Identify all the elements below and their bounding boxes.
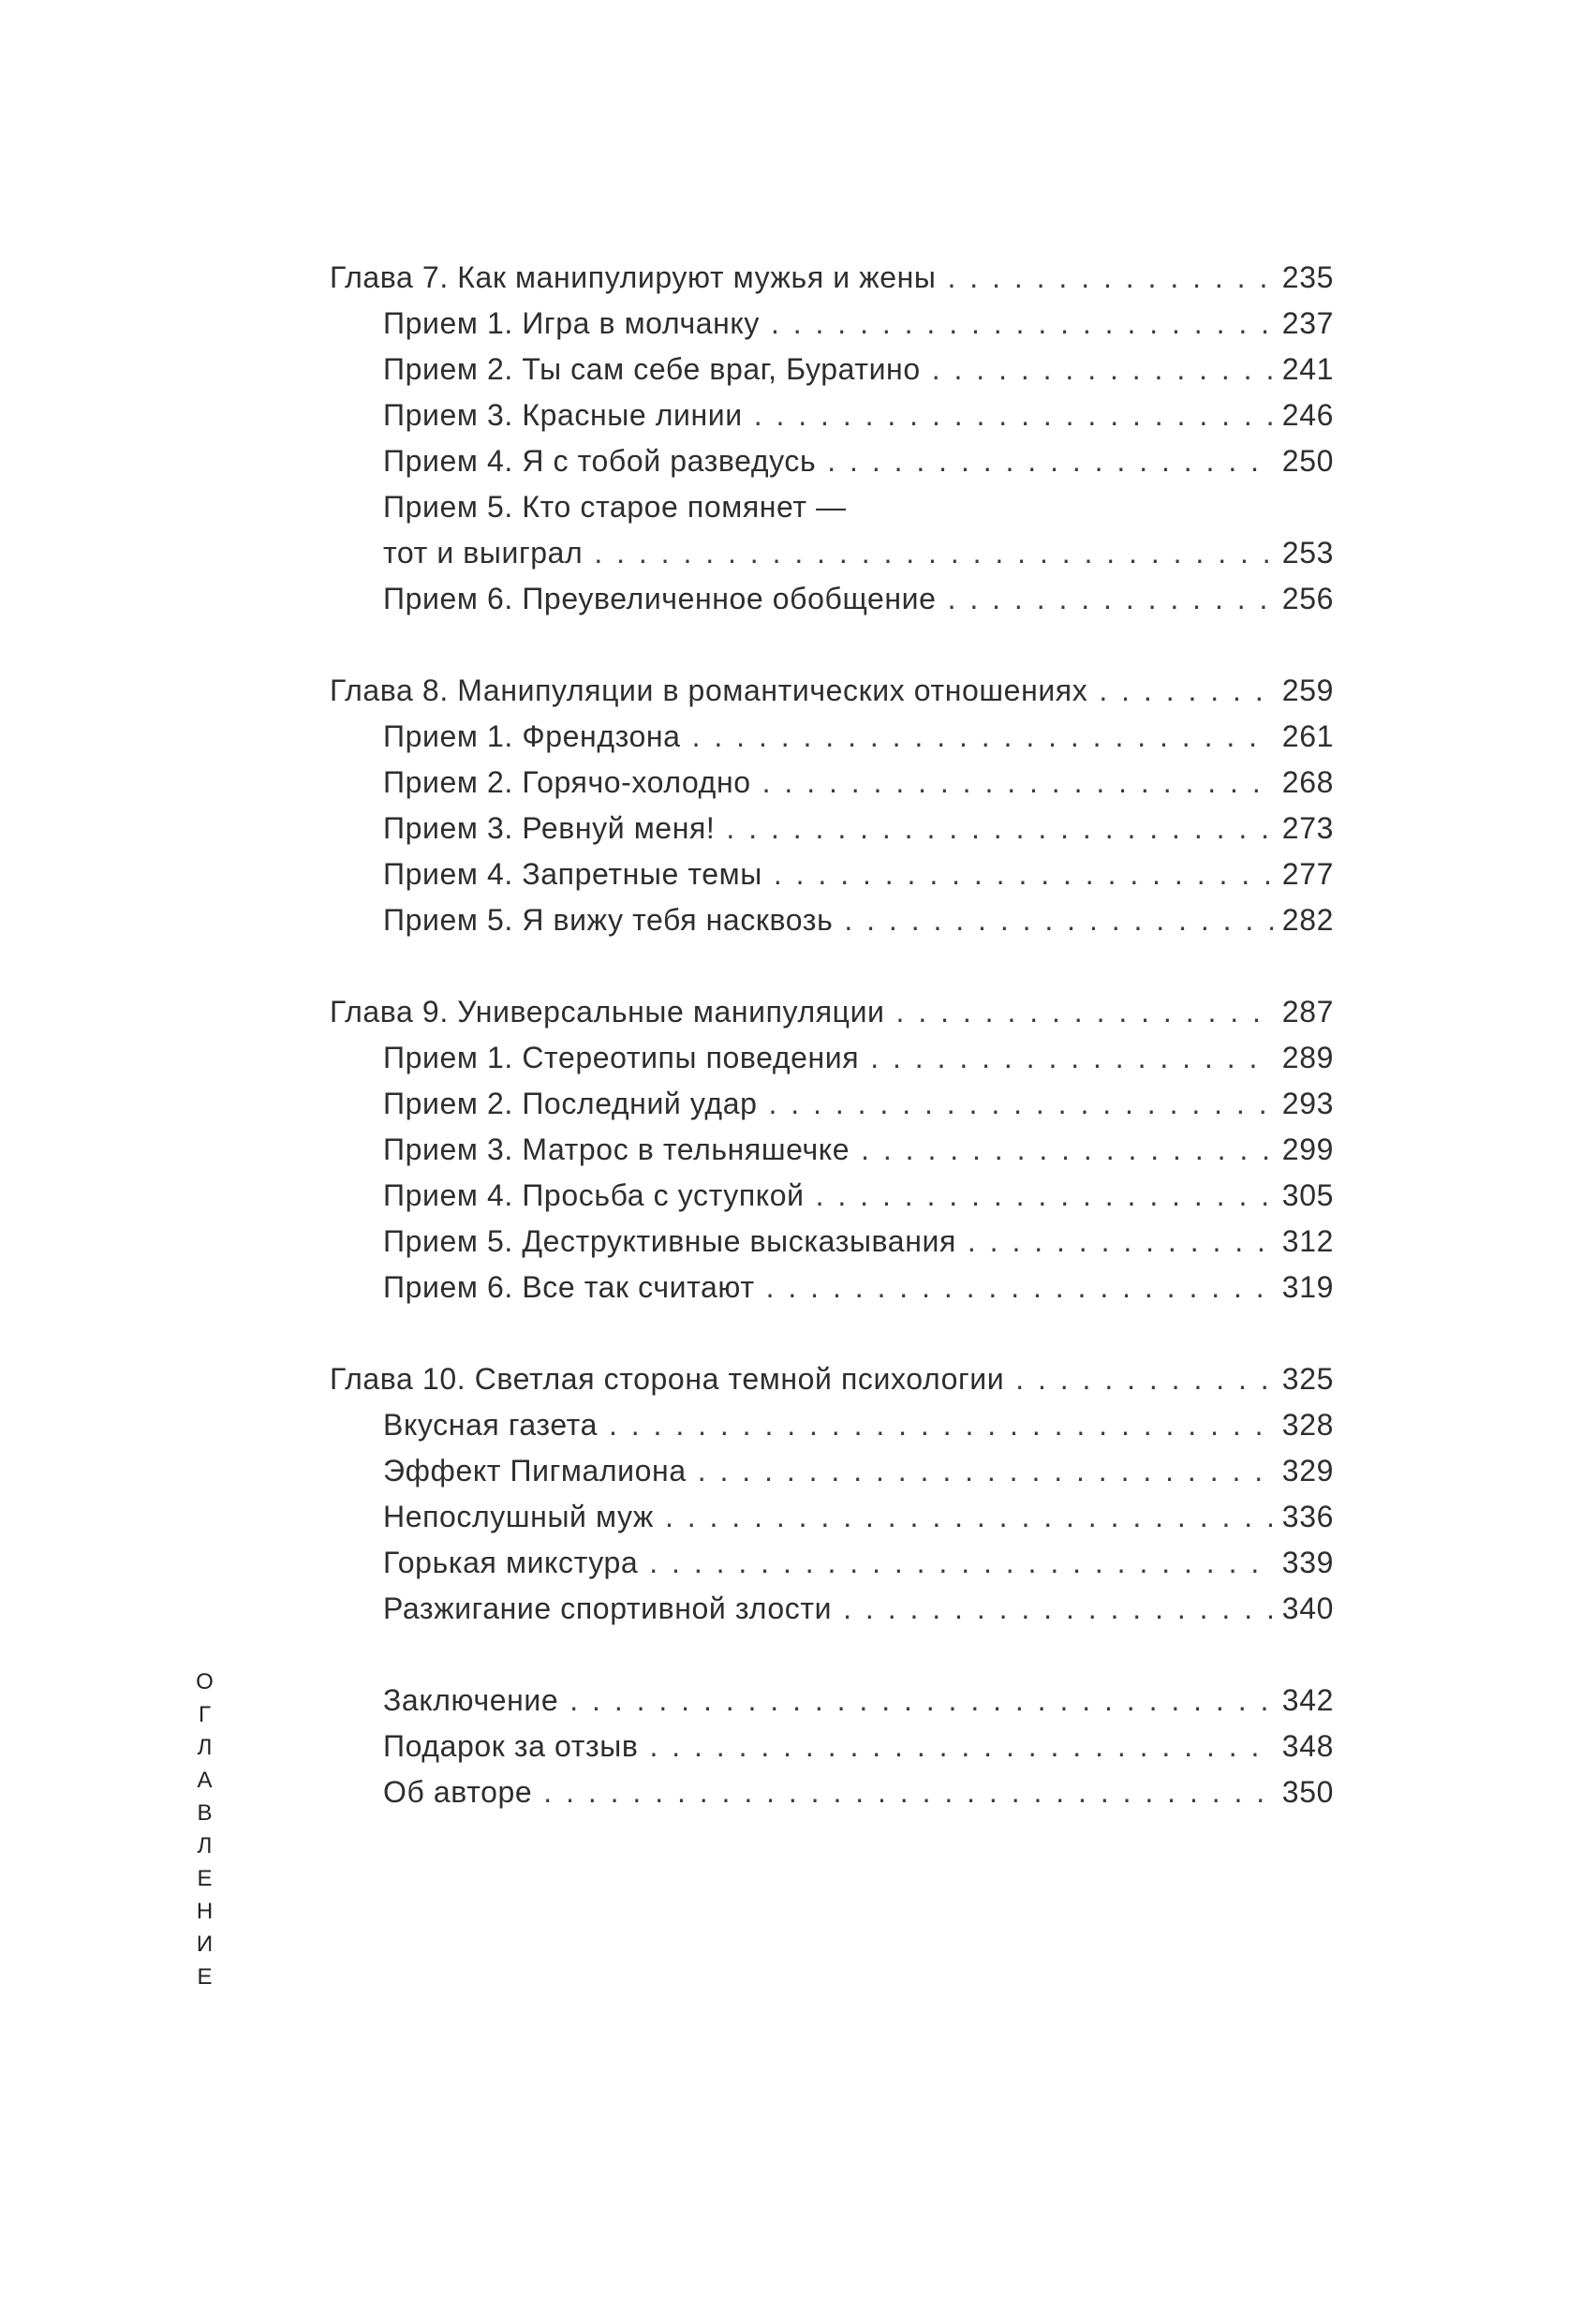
toc-entry-wrapped-line-1 [330, 484, 1334, 530]
toc-entry [330, 1724, 1334, 1769]
entry-page-number: 336 [1281, 1500, 1334, 1533]
entry-title: Подарок за отзыв [383, 1729, 639, 1763]
entry-page-number: 277 [1281, 857, 1334, 891]
entry-page-number: 328 [1281, 1408, 1334, 1442]
dot-leader [649, 1724, 1272, 1769]
dot-leader [609, 1402, 1273, 1448]
toc-entry [330, 1448, 1334, 1494]
dot-leader [698, 1448, 1273, 1494]
toc-entry [330, 1219, 1334, 1265]
entry-title: Непослушный муж [383, 1500, 654, 1533]
entry-title: Прием 6. Преувеличенное обобщение [383, 582, 937, 615]
entry-page-number: 299 [1281, 1132, 1334, 1166]
toc-section-chapter-10 [330, 1356, 1334, 1632]
entry-page-number: 305 [1281, 1178, 1334, 1212]
entry-page-number: 241 [1281, 352, 1334, 386]
chapter-title: Глава 9. Универсальные манипуляции [330, 995, 885, 1029]
entry-title: Прием 4. Просьба с уступкой [383, 1178, 805, 1212]
entry-title: Прием 3. Красные линии [383, 398, 743, 432]
toc-entry [330, 1035, 1334, 1081]
dot-leader [948, 255, 1273, 301]
toc-entry [330, 714, 1334, 760]
entry-page-number: 237 [1281, 306, 1334, 340]
toc-entry [330, 760, 1334, 806]
entry-page-number: 312 [1281, 1224, 1334, 1258]
dot-leader [827, 438, 1273, 484]
entry-page-number: 342 [1281, 1683, 1334, 1717]
toc-entry [330, 576, 1334, 622]
entry-page-number: 329 [1281, 1454, 1334, 1488]
toc-entry [330, 347, 1334, 392]
entry-title: Прием 3. Ревнуй меня! [383, 811, 716, 845]
chapter-title: Глава 10. Светлая сторона темной психологии [330, 1362, 1005, 1396]
dot-leader [844, 897, 1272, 943]
toc-section-chapter-7 [330, 255, 1334, 622]
entry-page-number: 268 [1281, 765, 1334, 799]
entry-page-number: 246 [1281, 398, 1334, 432]
dot-leader [762, 760, 1273, 806]
entry-page-number: 339 [1281, 1546, 1334, 1579]
entry-page-number: 282 [1281, 903, 1334, 937]
dot-leader [816, 1173, 1273, 1219]
entry-title: Разжигание спортивной злости [383, 1591, 833, 1625]
toc-entry [330, 1769, 1334, 1815]
vertical-section-label: ОГЛАВЛЕНИЕ [192, 1669, 217, 1997]
entry-page-number: 289 [1281, 1041, 1334, 1074]
chapter-title: Глава 7. Как манипулируют мужья и жены [330, 260, 937, 294]
dot-leader [771, 301, 1273, 347]
toc-entry [330, 806, 1334, 851]
entry-title: Горькая микстура [383, 1546, 639, 1579]
toc-section-chapter-8 [330, 668, 1334, 943]
entry-page-number: 350 [1281, 1775, 1334, 1809]
entry-title: Прием 5. Деструктивные высказывания [383, 1224, 956, 1258]
entry-page-number: 256 [1281, 582, 1334, 615]
dot-leader [870, 1035, 1273, 1081]
entry-page-number: 293 [1281, 1087, 1334, 1120]
toc-entry [330, 438, 1334, 484]
chapter-page-number: 235 [1281, 260, 1334, 294]
entry-title: Прием 1. Френдзона [383, 719, 681, 753]
toc-entry [330, 1127, 1334, 1173]
entry-page-number: 340 [1281, 1591, 1334, 1625]
entry-title: Прием 1. Игра в молчанку [383, 306, 760, 340]
dot-leader [1015, 1356, 1273, 1402]
entry-title: Прием 6. Все так считают [383, 1270, 755, 1304]
toc-chapter-entry [330, 668, 1334, 714]
entry-title: Прием 2. Горячо-холодно [383, 765, 751, 799]
toc-entry [330, 851, 1334, 897]
dot-leader [774, 851, 1273, 897]
dot-leader [843, 1586, 1273, 1632]
chapter-page-number: 325 [1281, 1362, 1334, 1396]
entry-page-number: 250 [1281, 444, 1334, 478]
dot-leader [861, 1127, 1273, 1173]
toc-chapter-entry [330, 1356, 1334, 1402]
toc-entry [330, 897, 1334, 943]
entry-title: Заключение [383, 1683, 559, 1717]
chapter-page-number: 259 [1281, 674, 1334, 707]
entry-title: Прием 2. Ты сам себе враг, Буратино [383, 352, 921, 386]
entry-title: Прием 3. Матрос в тельняшечке [383, 1132, 850, 1166]
entry-page-number: 261 [1281, 719, 1334, 753]
toc-chapter-entry [330, 989, 1334, 1035]
toc-entry [330, 1586, 1334, 1632]
table-of-contents [330, 255, 1334, 1815]
entry-title: Эффект Пигмалиона [383, 1454, 687, 1488]
entry-title: Прием 4. Запретные темы [383, 857, 762, 891]
toc-entry [330, 1402, 1334, 1448]
dot-leader [896, 989, 1273, 1035]
entry-title: тот и выиграл [383, 536, 584, 570]
dot-leader [543, 1769, 1273, 1815]
dot-leader [692, 714, 1273, 760]
chapter-page-number: 287 [1281, 995, 1334, 1029]
toc-entry-wrapped-line-2 [330, 530, 1334, 576]
dot-leader [766, 1265, 1273, 1310]
toc-entry [330, 301, 1334, 347]
entry-title: Прием 5. Я вижу тебя насквозь [383, 903, 834, 937]
entry-page-number: 319 [1281, 1270, 1334, 1304]
dot-leader [948, 576, 1273, 622]
dot-leader [594, 530, 1272, 576]
dot-leader [1099, 668, 1272, 714]
entry-title: Прием 2. Последний удар [383, 1087, 758, 1120]
dot-leader [932, 347, 1273, 392]
entry-title: Прием 5. Кто старое помянет — [383, 490, 847, 524]
dot-leader [569, 1678, 1273, 1724]
dot-leader [754, 392, 1273, 438]
entry-page-number: 253 [1281, 536, 1334, 570]
toc-entry [330, 1081, 1334, 1127]
dot-leader [649, 1540, 1273, 1586]
chapter-title: Глава 8. Манипуляции в романтических отношениях [330, 674, 1088, 707]
entry-title: Прием 1. Стереотипы поведения [383, 1041, 860, 1074]
entry-page-number: 348 [1281, 1729, 1334, 1763]
toc-closing-entries [330, 1678, 1334, 1815]
entry-title: Прием 4. Я с тобой разведусь [383, 444, 817, 478]
dot-leader [726, 806, 1272, 851]
toc-entry [330, 1494, 1334, 1540]
dot-leader [769, 1081, 1273, 1127]
entry-title: Вкусная газета [383, 1408, 598, 1442]
toc-chapter-entry [330, 255, 1334, 301]
toc-entry [330, 392, 1334, 438]
entry-page-number: 273 [1281, 811, 1334, 845]
toc-entry [330, 1678, 1334, 1724]
dot-leader [968, 1219, 1273, 1265]
toc-entry [330, 1265, 1334, 1310]
toc-section-chapter-9 [330, 989, 1334, 1310]
entry-title: Об авторе [383, 1775, 533, 1809]
toc-entry [330, 1173, 1334, 1219]
dot-leader [665, 1494, 1273, 1540]
toc-entry [330, 1540, 1334, 1586]
